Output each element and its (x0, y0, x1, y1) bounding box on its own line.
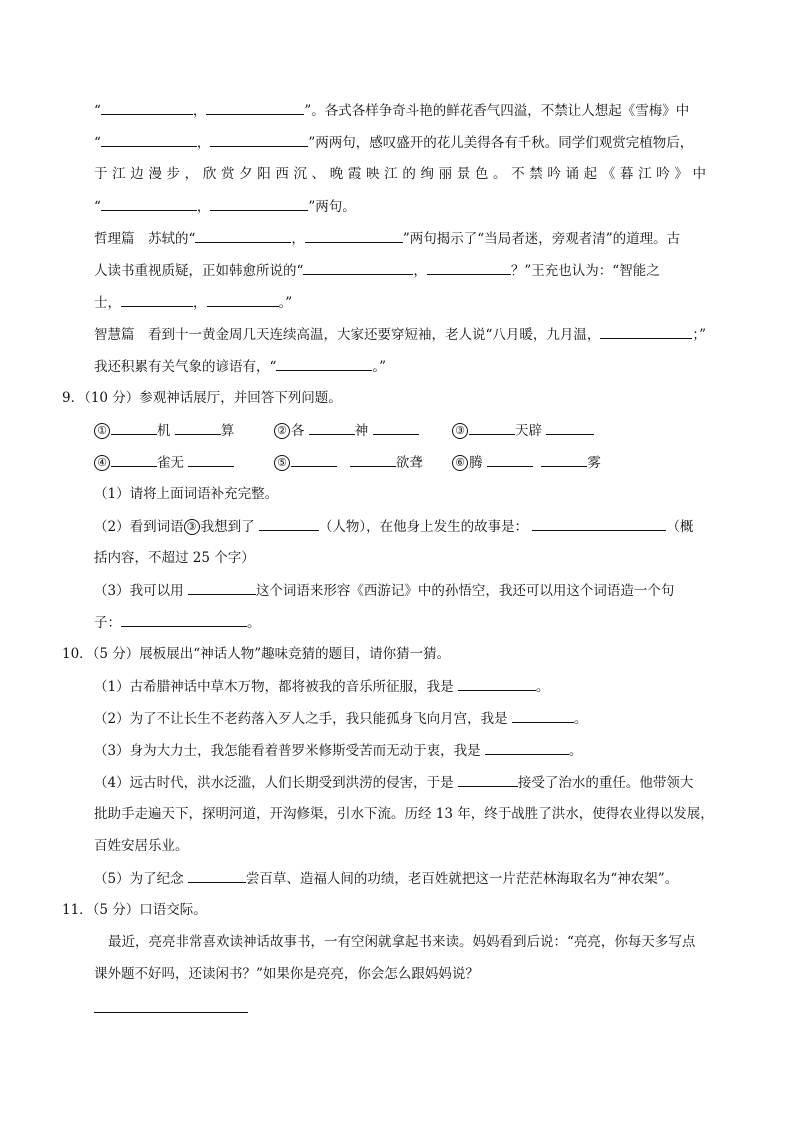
q10-sub-4-cont: 批助手走遍天下，探明河道，开沟修渠，引水下流。历经 13 年，终于战胜了洪水，使得农业得以发展， (94, 806, 714, 822)
word-char: 算 (220, 423, 235, 439)
q10-sub-5-a: （5）为了纪念 (94, 871, 184, 887)
wisdom-line-1-tail: ；” (692, 327, 707, 343)
answer-blank[interactable] (532, 516, 666, 531)
q10-title: 10．（5 分）展板展出“神话人物”趣味竞猜的题目，请你猜一猜。 (62, 646, 451, 662)
philosophy-line-2-text: ？”王充也认为：“智能之 (510, 263, 660, 279)
comma: ， (192, 103, 207, 119)
philosophy-line-1 (94, 228, 680, 249)
answer-blank[interactable] (101, 100, 193, 115)
q11-para-2: 课外题不好吗，还读闲书？”如果你是亮亮，你会怎么跟妈妈说？ (94, 966, 479, 982)
answer-blank[interactable] (350, 452, 396, 467)
word-char: 机 (157, 423, 171, 439)
q9-sub-2-cont: 括内容，不超过 25 个字） (94, 550, 255, 566)
word-char: 欲聋 (395, 455, 423, 471)
q9-sub-3-d: 。 (247, 615, 261, 631)
circled-number: ⑥ (452, 455, 468, 471)
q10-sub-4-b: 接受了治水的重任。他带领大 (517, 775, 694, 791)
answer-blank[interactable] (101, 132, 197, 147)
answer-blank[interactable] (600, 324, 692, 339)
answer-blank[interactable] (188, 580, 256, 595)
circled-number: ④ (94, 455, 110, 471)
q10-sub-3-text: （3）身为大力士，我怎能看着普罗米修斯受苦而无动于衷，我是 (94, 743, 481, 759)
circled-number: ③ (184, 519, 200, 535)
q9-sub-3-b: 这个词语来形容《西游记》中的孙悟空，我还可以用这个词语造一个句 (255, 583, 675, 599)
circled-number: ⑤ (274, 455, 290, 471)
answer-blank[interactable] (276, 356, 372, 371)
answer-blank[interactable] (210, 196, 308, 211)
q10-sub-3 (94, 740, 582, 761)
word-char: 雀无 (157, 455, 184, 471)
q9-sub-3-c: 子： (94, 615, 121, 631)
answer-line[interactable] (94, 1012, 248, 1013)
answer-blank[interactable] (373, 420, 419, 435)
q9-word-6 (452, 452, 601, 473)
q9-sub-3 (94, 580, 674, 601)
q10-sub-4-a: （4）远古时代，洪水泛滥，人们长期受到洪涝的侵害，于是 (94, 775, 454, 791)
answer-blank[interactable] (303, 260, 413, 275)
answer-blank[interactable] (188, 452, 234, 467)
word-char: 神 (354, 423, 369, 439)
wisdom-line-2-head: 我还积累有关气象的谚语有，“ (94, 359, 277, 375)
answer-blank[interactable] (195, 228, 291, 243)
answer-blank[interactable] (210, 132, 308, 147)
word-char: 天辟 (515, 423, 542, 439)
philosophy-line-3 (94, 292, 292, 313)
q9-sub-2-d: （概 (666, 519, 694, 535)
plants-line-2-text: ”两两句，感叹盛开的花儿美得各有千秋。同学们观赏完植物后， (308, 135, 694, 151)
answer-blank[interactable] (458, 676, 536, 691)
q9-title: 9．（10 分）参观神话展厅，并回答下列问题。 (62, 390, 342, 406)
q11-title: 11．（5 分）口语交际。 (62, 902, 207, 918)
q9-sub-2-b: 我想到了 (200, 519, 255, 535)
answer-blank[interactable] (458, 772, 518, 787)
plants-line-2 (94, 132, 693, 153)
period: 。 (535, 679, 550, 695)
plants-line-4 (94, 196, 356, 217)
philosophy-line-3-text: 。” (278, 295, 293, 311)
q9-word-1 (94, 420, 234, 441)
answer-blank[interactable] (111, 420, 157, 435)
open-quote: “ (94, 135, 101, 151)
word-char: 腾 (469, 455, 483, 471)
q10-sub-4 (94, 772, 693, 793)
answer-blank[interactable] (101, 196, 197, 211)
answer-blank[interactable] (305, 228, 403, 243)
q9-sub-3-a: （3）我可以用 (94, 583, 184, 599)
answer-blank[interactable] (188, 868, 246, 883)
q9-word-3 (452, 420, 594, 441)
comma: ， (196, 199, 211, 215)
answer-blank[interactable] (546, 420, 594, 435)
wisdom-line-2 (94, 356, 386, 377)
philosophy-line-3-head: 士， (94, 295, 121, 311)
philosophy-line-1-text: ”两句揭示了“当局者迷，旁观者清”的道理。古 (402, 231, 681, 247)
q9-sub-2 (94, 516, 693, 537)
answer-blank[interactable] (541, 452, 587, 467)
q9-sub-2-c: （人物），在他身上发生的故事是： (318, 519, 529, 535)
circled-number: ② (274, 423, 290, 439)
answer-blank[interactable] (427, 260, 511, 275)
q9-word-2 (274, 420, 419, 441)
comma: ， (413, 263, 427, 279)
comma: ， (196, 135, 211, 151)
answer-blank[interactable] (121, 612, 247, 627)
comma: ， (193, 295, 207, 311)
q9-word-4 (94, 452, 234, 473)
q10-sub-1-text: （1）古希腊神话中草木万物，都将被我的音乐所征服，我是 (94, 679, 454, 695)
word-char: 各 (291, 423, 305, 439)
philosophy-head: 哲理篇 苏轼的“ (94, 231, 196, 247)
period: 。 (573, 711, 588, 727)
plants-line-4-text: ”两句。 (308, 199, 356, 215)
q11-para-1: 最近，亮亮非常喜欢读神话故事书，一有空闲就拿起书来读。妈妈看到后说：“亮亮，你每天多写点 (108, 934, 696, 950)
wisdom-line-1 (94, 324, 706, 345)
q9-sub-1: （1）请将上面词语补充完整。 (94, 486, 279, 502)
q10-sub-4-end: 百姓安居乐业。 (94, 838, 189, 854)
open-quote: “ (94, 103, 101, 119)
q10-sub-1 (94, 676, 549, 697)
q9-sub-2-a: （2）看到词语 (94, 519, 184, 535)
q10-sub-5 (94, 868, 678, 889)
plants-line-3: 于江边漫步，欣赏夕阳西沉、晚霞映江的绚丽景色。不禁吟诵起《暮江吟》中 (94, 166, 706, 182)
open-quote: “ (94, 199, 101, 215)
answer-blank[interactable] (121, 292, 193, 307)
q10-sub-2 (94, 708, 587, 729)
period: 。 (568, 743, 583, 759)
answer-blank[interactable] (206, 100, 304, 115)
answer-blank[interactable] (487, 452, 533, 467)
circled-number: ③ (452, 423, 468, 439)
plants-line-1 (94, 100, 689, 121)
q9-word-5 (274, 452, 423, 473)
answer-blank[interactable] (259, 516, 319, 531)
answer-blank[interactable] (485, 740, 569, 755)
answer-blank[interactable] (469, 420, 515, 435)
answer-blank[interactable] (207, 292, 279, 307)
answer-blank[interactable] (111, 452, 157, 467)
answer-blank[interactable] (309, 420, 355, 435)
answer-blank[interactable] (291, 452, 337, 467)
q10-sub-2-text: （2）为了不让长生不老药落入歹人之手，我只能孤身飞向月宫，我是 (94, 711, 508, 727)
wisdom-line-1-text: 智慧篇 看到十一黄金周几天连续高温，大家还要穿短袖，老人说“八月暖，九月温， (94, 327, 601, 343)
word-char: 雾 (587, 455, 601, 471)
philosophy-line-2 (94, 260, 660, 281)
comma: ， (291, 231, 305, 247)
philosophy-line-2-head: 人读书重视质疑，正如韩愈所说的“ (94, 263, 304, 279)
q9-sub-3-cont (94, 612, 261, 633)
plants-line-1-text: ”。各式各样争奇斗艳的鲜花香气四溢，不禁让人想起《雪梅》中 (304, 103, 690, 119)
answer-blank[interactable] (512, 708, 574, 723)
circled-number: ① (94, 423, 110, 439)
answer-blank[interactable] (175, 420, 221, 435)
wisdom-line-2-tail: 。” (372, 359, 387, 375)
q10-sub-5-b: 尝百草、造福人间的功绩，老百姓就把这一片茫茫林海取名为“神农架”。 (245, 871, 679, 887)
